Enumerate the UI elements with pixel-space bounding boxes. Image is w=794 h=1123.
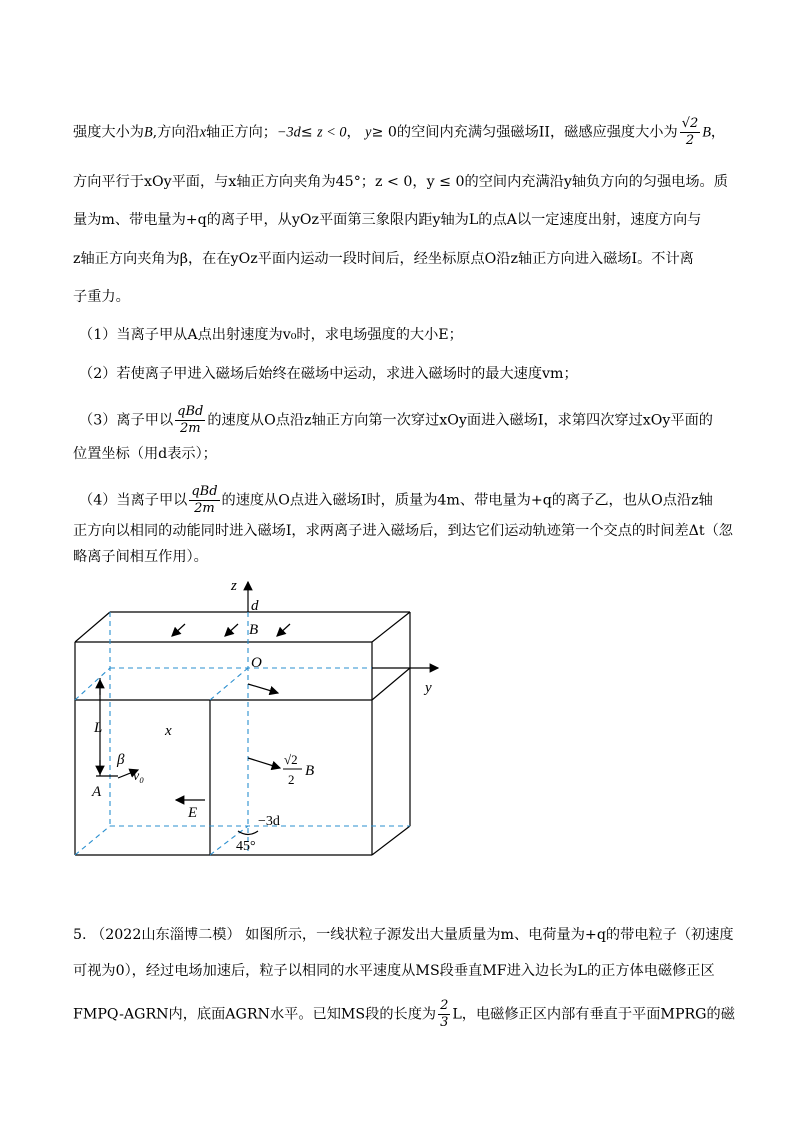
fraction-sqrt2-over-2: [680, 116, 701, 149]
field-arrow-B4: [248, 684, 278, 693]
field-arrow-B1: [172, 624, 185, 636]
text-segment: ，: [346, 124, 361, 141]
field-arrow-B5: [248, 758, 280, 768]
label-2: 2: [288, 772, 295, 787]
fraction-numerator: qBd: [191, 484, 218, 499]
question-4-line-1: [79, 484, 739, 517]
text-segment: 的速度从O点进入磁场I时，质量为4m、带电量为+q的离子乙，也从O点沿z轴: [221, 492, 713, 509]
question-3-line-2: 位置坐标（用d表示）；: [73, 446, 217, 462]
symbol-minus3d: −3d: [276, 124, 301, 141]
text-line-5: 子重力。: [73, 289, 130, 305]
fraction-qBd-over-2m: [189, 484, 219, 517]
problem5-line-3: [73, 998, 733, 1031]
label-beta: β: [117, 752, 125, 768]
symbol-z-range: z < 0: [317, 124, 347, 141]
label-y: y: [425, 680, 432, 696]
field-arrow-B3: [277, 624, 290, 636]
label-O: O: [251, 655, 262, 671]
text-segment: 强度大小为: [73, 124, 144, 141]
fraction-denominator: 2m: [179, 421, 201, 436]
symbol-leq: ≤: [300, 124, 313, 141]
fraction-qBd-over-2m: [175, 404, 205, 437]
label-A: A: [92, 784, 102, 800]
label-B: B: [249, 622, 259, 638]
question-3-line-1: [79, 404, 739, 437]
text-line-1: [73, 116, 733, 149]
text-line-2: 方向平行于xOy平面，与x轴正方向夹角为45°；z < 0，y ≤ 0的空间内充满沿y轴负方向的匀强电场。质: [73, 174, 728, 190]
text-segment: ,方向沿: [152, 124, 200, 141]
physics-diagram: [60, 572, 460, 862]
label-x: x: [165, 723, 172, 739]
text-segment: FMPQ-AGRN内，底面AGRN水平。已知MS段的长度为: [73, 1006, 437, 1023]
problem5-line-2: 可视为0），经过电场加速后，粒子以相同的水平速度从MS段垂直MF进入边长为L的正方体电磁修正区: [73, 963, 715, 979]
text-segment: ，: [710, 124, 726, 141]
symbol-y: y: [365, 124, 372, 141]
label-B-field2: B: [305, 763, 315, 779]
text-segment: （3）离子甲以: [79, 412, 174, 429]
text-segment: 轴正方向；: [206, 124, 277, 141]
fraction-denominator: 2: [685, 133, 695, 148]
fraction-numerator: 2: [440, 998, 449, 1013]
label-z: z: [231, 578, 237, 594]
question-2: （2）若使离子甲进入磁场后始终在磁场中运动，求进入磁场时的最大速度vm；: [79, 366, 578, 382]
fraction-2-over-3: [438, 998, 450, 1031]
text-line-3: 量为m、带电量为+q的离子甲，从yOz平面第三象限内距y轴为L的点A以一定速度出射，速度方向与: [73, 212, 702, 228]
symbol-x: x: [199, 124, 207, 141]
text-segment: 的速度从O点沿z轴正方向第一次穿过xOy面进入磁场I，求第四次穿过xOy平面的: [207, 412, 713, 429]
text-segment: （4）当离子甲以: [79, 492, 188, 509]
label-sqrt2: √2: [284, 752, 298, 767]
fraction-denominator: 2m: [194, 501, 215, 516]
text-segment: L，电磁修正区内部有垂直于平面MPRG的磁: [452, 1006, 735, 1023]
symbol-B: B: [702, 124, 711, 141]
problem5-line-1: 5. （2022山东淄博二模） 如图所示，一线状粒子源发出大量质量为m、电荷量为+q的带电粒子（初速度: [73, 927, 734, 943]
fraction-numerator: √2: [681, 116, 699, 131]
hidden-edges: [75, 612, 410, 855]
box-outline: [75, 612, 410, 855]
label-45deg: 45°: [236, 839, 256, 854]
label-v0: v₀: [133, 769, 145, 784]
text-line-4: z轴正方向夹角为β，在在yOz平面内运动一段时间后，经坐标原点O沿z轴正方向进入磁场I。不计离: [73, 251, 694, 267]
symbol-B: B: [143, 124, 153, 141]
question-1: （1）当离子甲从A点出射速度为v₀时，求电场强度的大小E；: [79, 327, 463, 343]
fraction-denominator: 3: [440, 1015, 449, 1030]
label-E: E: [188, 805, 198, 821]
fraction-numerator: qBd: [177, 404, 204, 419]
symbol-geq0: ≥ 0: [371, 124, 397, 141]
question-4-line-3: 略离子间相互作用）。: [73, 549, 208, 565]
question-4-line-2: 正方向以相同的动能同时进入磁场I，求两离子进入磁场后，到达它们运动轨迹第一个交点的时间差Δt（忽: [73, 523, 733, 539]
label-minus3d: −3d: [258, 814, 280, 829]
field-arrow-B2: [225, 624, 238, 636]
label-d: d: [251, 598, 259, 614]
text-segment: 的空间内充满匀强磁场II，磁感应强度大小为: [396, 124, 678, 141]
label-L: L: [94, 720, 103, 736]
